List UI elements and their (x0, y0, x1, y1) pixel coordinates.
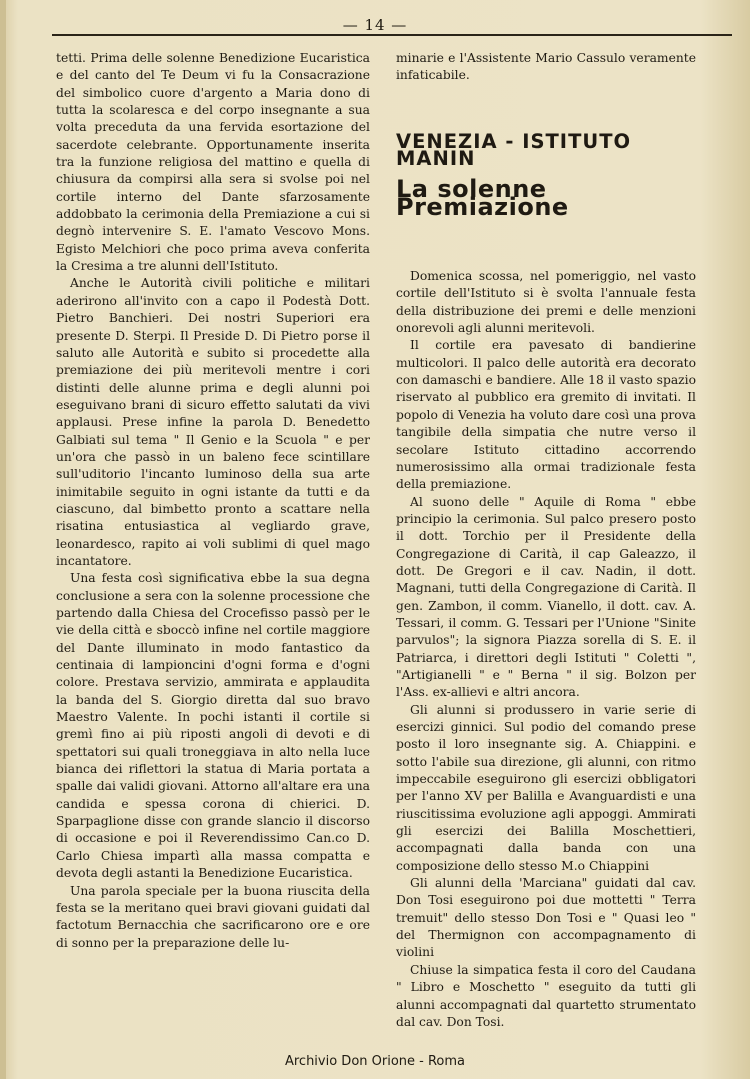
right-paragraph-3: Al suono delle " Aquile di Roma " ebbe principio la cerimonia. Sul palco presero posto il dott. Torchio per il Presidente della Congregazione di Carità, il cap Galeazzo, il dott. De Gregori e il cav. Nadin, il dott. Magnani, tutti della Congregazione di Carità. Il gen. Zambon, il comm. Vianello, il dott. cav. A. Tessari, il comm. G. Tessari per l'Unione "Sinite parvulos"; la signora Piazza sorella di S. E. il Patriarca, i direttori degli Istituti " Coletti ", "Artigianelli " e " Berna " il sig. Bolzon per l'Ass. ex-allievi e altri ancora. (396, 494, 696, 700)
right-column (396, 50, 696, 1031)
page-edge-shadow (0, 0, 6, 1079)
right-paragraph-1: Domenica scossa, nel pomeriggio, nel vasto cortile dell'Istituto si è svolta l'annuale festa della distribuzione dei premi e delle menzioni onorevoli agli alunni meritevoli. (396, 269, 696, 336)
archive-footer: Archivio Don Orione - Roma (284, 1054, 466, 1069)
left-paragraph-3: Una festa così significativa ebbe la sua degna conclusione a sera con la solenne processione che partendo dalla Chiesa del Crocefisso passò per le vie della città e sboccò infine nel cortile maggiore del Dante illuminato in modo fantastico da centinaia di lampioncini d'ogni forma e d'ogni colore. Prestava servizio, ammirata e applaudita la banda del S. Giorgio diretta dal suo bravo Maestro Valente. In pochi istanti il cortile si gremì fino ai più riposti angoli di devoti e di spettatori sui quali troneggiava in alto nella luce bianca dei riflettori la statua di Maria portata a spalle dai validi giovani. Attorno all'altare era una candida e spessa corona di chierici. D. Sparpaglione disse con grande slancio il discorso di occasione e poi il Reverendissimo Can.co D. Carlo Chiesa impartì alla massa compatta e devota degli astanti la Benedizione Eucaristica. (56, 571, 370, 881)
right-paragraph-6: Chiuse la simpatica festa il coro del Caudana " Libro e Moschetto " eseguito da tutti gli alunni accompagnati dal quartetto strumentato dal cav. Don Tosi. (396, 962, 696, 1029)
left-paragraph-1: tetti. Prima delle solenne Benedizione Eucaristica e del canto del Te Deum vi fu la Consacrazione del simbolico cuore d'argento a Maria dono di tutta la scolaresca e del corpo insegnante a sua volta preceduta da una fervida esortazione del sacerdote celebrante. Opportunamente inserita tra la funzione religiosa del mattino e quella di chiusura da compirsi alla sera si svolse poi nel cortile interno del Dante sfarzosamente addobbato la cerimonia della Premiazione a cui si degnò intervenire S. E. l'amato Vescovo Mons. Egisto Melchiori che poco prima aveva conferita la Cresima a tre alunni dell'Istituto. (56, 51, 370, 274)
left-paragraph-4: Una parola speciale per la buona riuscita della festa se la meritano quei bravi giovani guidati dal factotum Bernacchia che sacrificarono ore e ore di sonno per la preparazione delle lu- (56, 883, 370, 950)
article-location-title: VENEZIA - ISTITUTO MANIN (396, 129, 632, 171)
right-paragraph-4: Gli alunni si produssero in varie serie di esercizi ginnici. Sul podio del comando prese posto il loro insegnante sig. A. Chiappini. e sotto l'abile sua direzione, gli alunni, con ritmo impeccabile eseguirono gli esercizi obbligatori per l'anno XV per Balilla e Avanguardisti e una riuscitissima evoluzione agli appoggi. Ammirati gli esercizi dei Balilla Moschettieri, accompagnati dalla banda con una composizione dello stesso M.o Chiappini (396, 702, 696, 873)
right-paragraph-2: Il cortile era pavesato di bandierine multicolori. Il palco delle autorità era decorato con damaschi e bandiere. Alle 18 il vasto spazio riservato al pubblico era gremito di invitati. Il popolo di Venezia ha voluto dare così una prova tangibile della simpatia che nutre verso il secolare Istituto cittadino accorrendo numerosissimo alla ormai tradizionale festa della premiazione. (396, 338, 696, 492)
right-paragraph-5: Gli alunni della 'Marciana" guidati dal cav. Don Tosi eseguirono poi due mottetti " Terra tremuit" dello stesso Don Tosi e " Quasi leo " del Thermignon con accompagnamento di violini (396, 876, 696, 960)
left-paragraph-2: Anche le Autorità civili politiche e militari aderirono all'invito con a capo il Podestà Dott. Pietro Banchieri. Dei nostri Superiori era presente D. Sterpi. Il Preside D. Di Pietro porse il saluto alle Autorità e subito si procedette alla premiazione dei più meritevoli mentre i cori distinti delle alunne prima e degli alunni poi eseguivano brani di sicuro effetto salutati da vivi applausi. Prese infine la parola D. Benedetto Galbiati sul tema " Il Genio e la Scuola " e per un'ora che passò in un baleno fece scintillare sull'uditorio l'incanto luminoso della sua arte inimitabile seguito in ogni istante da tutti e da ciascuno, dal bimbetto pronto a scattare nella risatina entusiastica al vegliardo grave, leonardesco, rapito ai voli sublimi di quel mago incantatore. (56, 276, 370, 568)
header-rule (52, 34, 732, 36)
right-lead-paragraph: minarie e l'Assistente Mario Cassulo veramente infaticabile. (396, 51, 696, 83)
article-heading (396, 129, 696, 221)
page-number: — 14 — (342, 16, 408, 34)
left-column (56, 50, 370, 952)
article-title: La solenne Premiazione (396, 175, 569, 221)
